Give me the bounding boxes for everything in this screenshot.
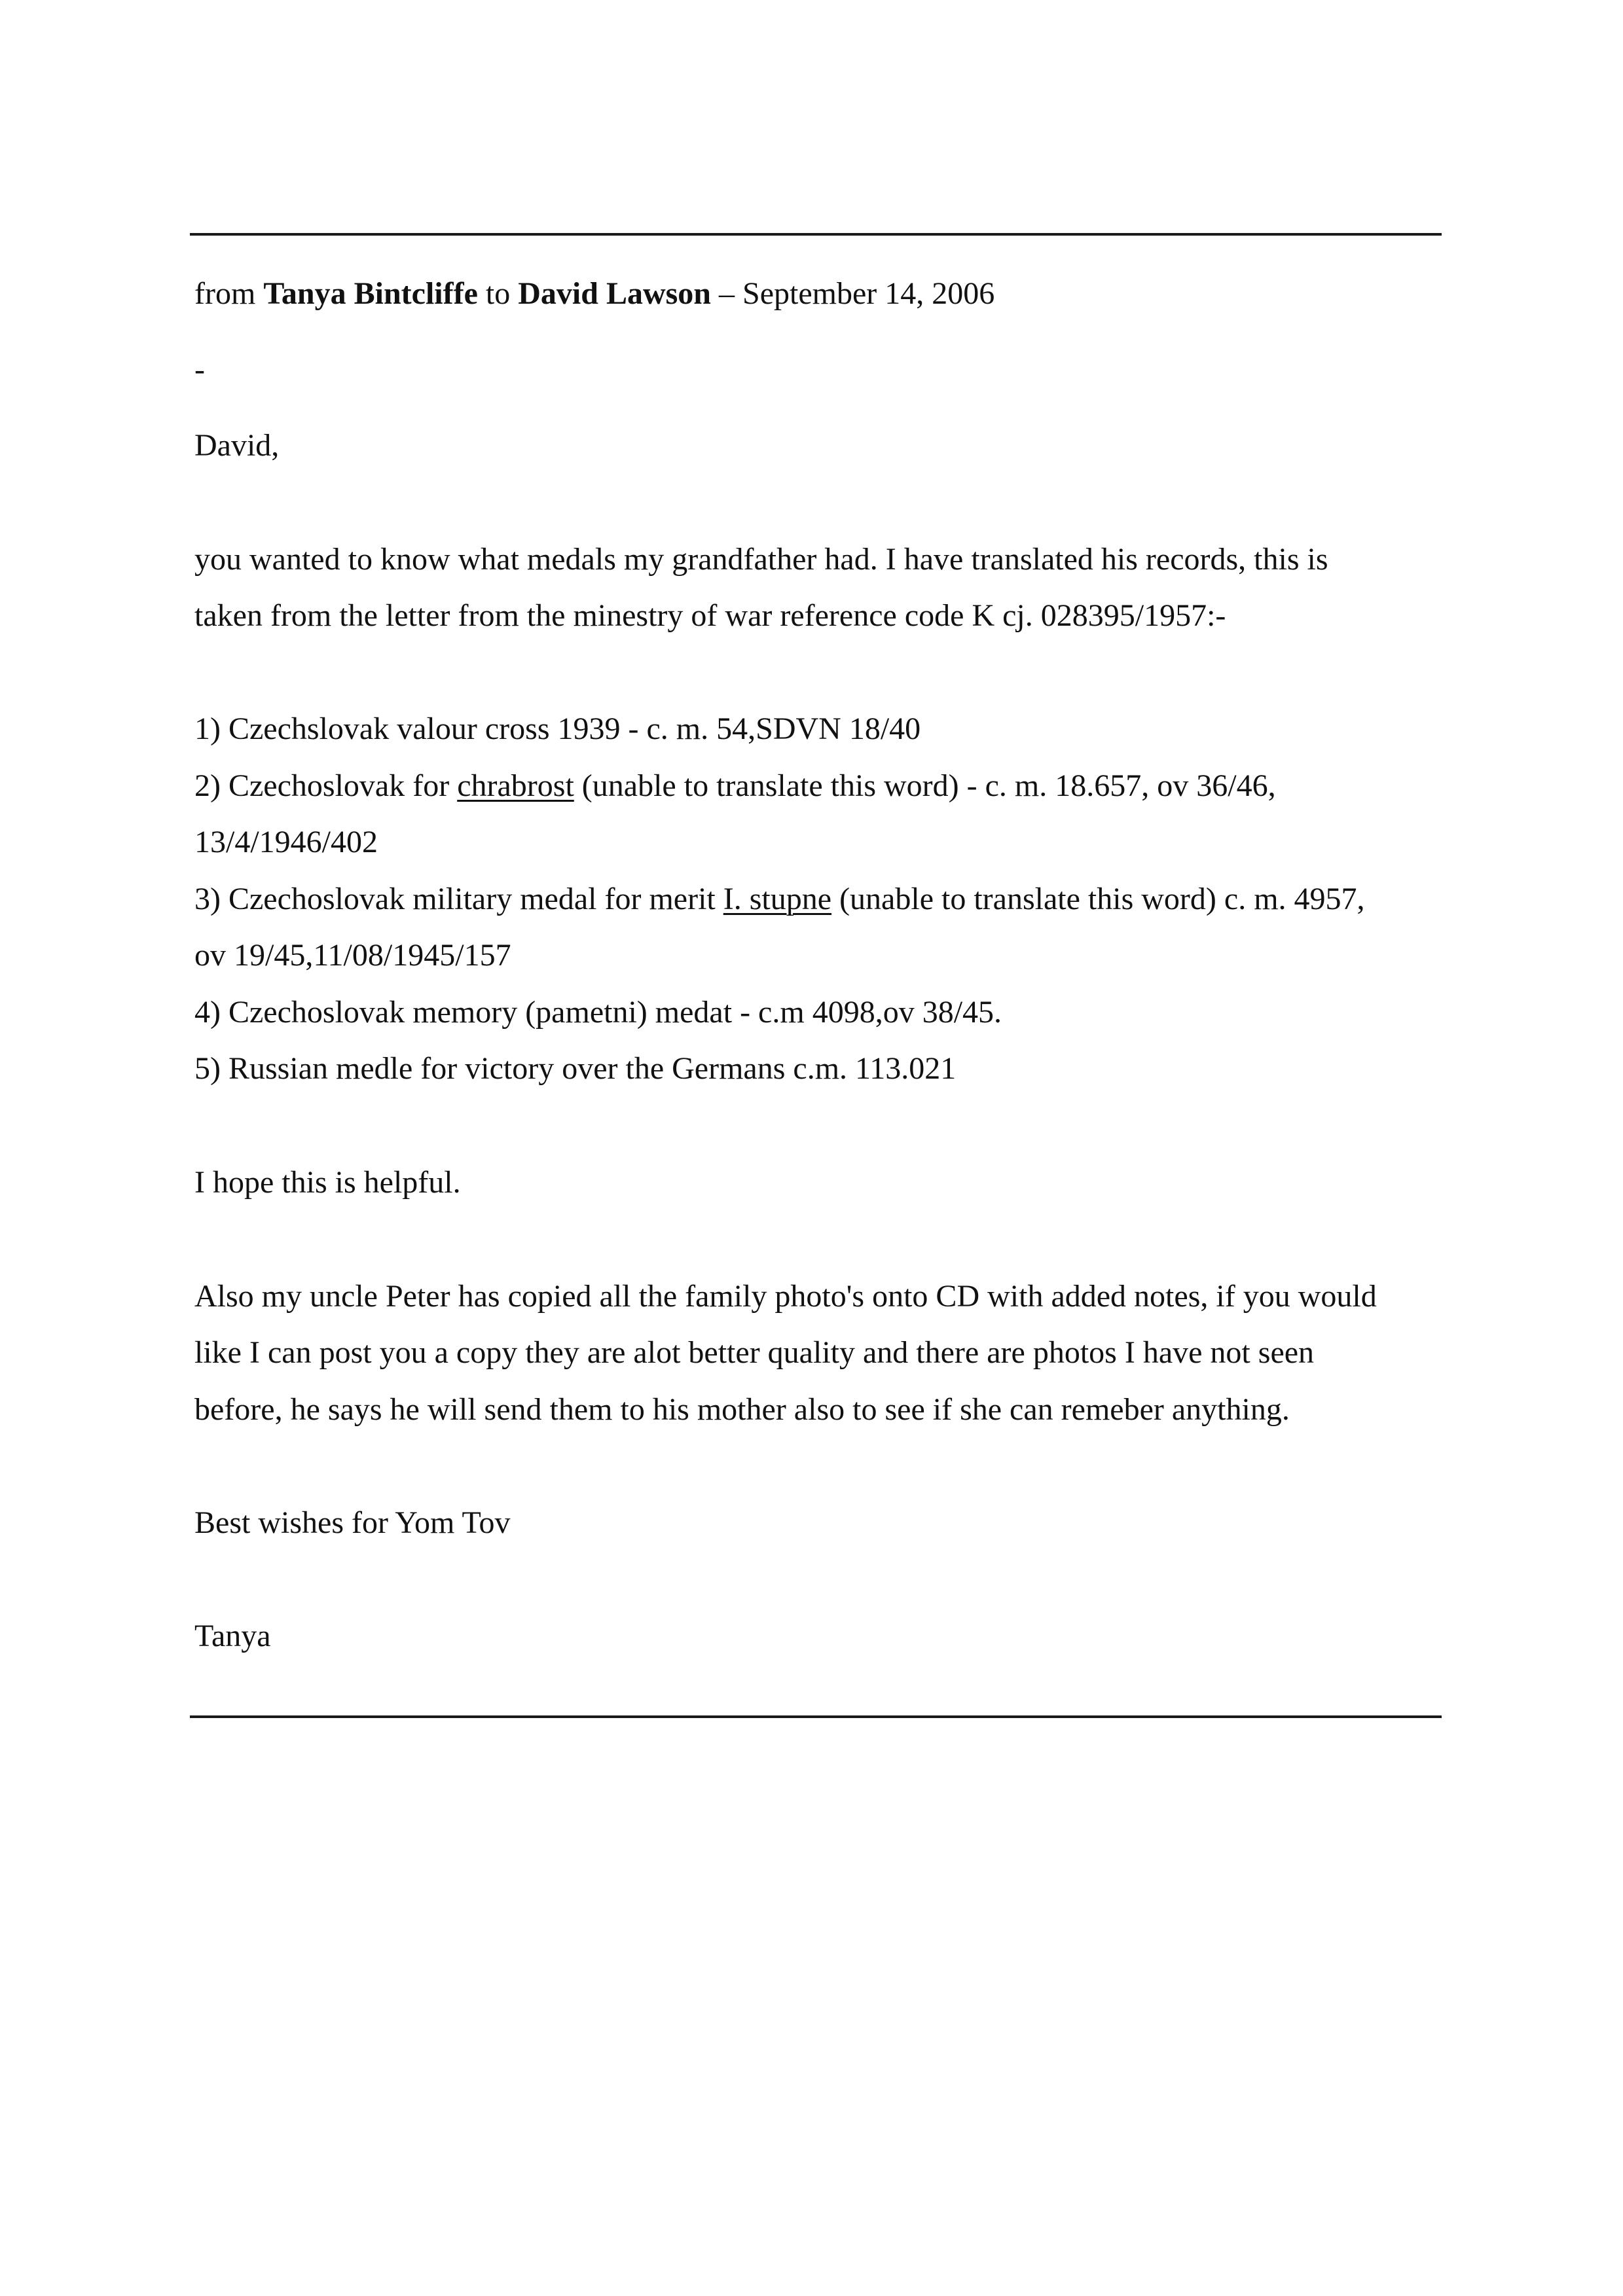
medal-item-5: 5) Russian medle for victory over the Germans c.m. 113.021	[194, 1051, 957, 1086]
medal-item-4: 4) Czechoslovak memory (pametni) medat - c.m 4098,ov 38/45.	[194, 995, 1002, 1030]
medal-3-suffix: (unable to translate this word) c. m. 4957,	[831, 882, 1365, 916]
medal-item-2-continued: 13/4/1946/402	[194, 825, 378, 859]
medal-2-untranslated-word: chrabrost	[457, 768, 574, 803]
medal-item-2	[194, 758, 1276, 814]
greeting: David,	[194, 428, 280, 463]
sender-name: Tanya Bintcliffe	[263, 276, 478, 311]
signature: Tanya	[194, 1619, 271, 1653]
top-divider	[190, 233, 1442, 236]
medal-item-1: 1) Czechslovak valour cross 1939 - c. m. 54,SDVN 18/40	[194, 711, 921, 746]
from-word: from	[194, 276, 256, 311]
uncle-line-1: Also my uncle Peter has copied all the family photo's onto CD with added notes, if you would	[194, 1279, 1377, 1314]
medal-2-suffix: (unable to translate this word) - c. m. 18.657, ov 36/46,	[574, 768, 1276, 803]
medal-3-untranslated-word: I. stupne	[723, 882, 832, 916]
medal-item-3	[194, 871, 1365, 927]
recipient-name: David Lawson	[518, 276, 711, 311]
letter-header	[194, 266, 994, 322]
intro-line-1: you wanted to know what medals my grandfather had. I have translated his records, this is	[194, 542, 1328, 577]
dash-separator: -	[194, 352, 205, 387]
uncle-line-2: like I can post you a copy they are alot better quality and there are photos I have not seen	[194, 1335, 1315, 1370]
bottom-divider	[190, 1715, 1442, 1718]
medal-3-prefix: 3) Czechoslovak military medal for merit	[194, 882, 723, 916]
medal-2-prefix: 2) Czechoslovak for	[194, 768, 458, 803]
letter-date: – September 14, 2006	[719, 276, 995, 311]
intro-line-2: taken from the letter from the minestry of war reference code K cj. 028395/1957:-	[194, 598, 1226, 633]
uncle-line-3: before, he says he will send them to his mother also to see if she can remeber anything.	[194, 1392, 1290, 1427]
hope-line: I hope this is helpful.	[194, 1165, 461, 1200]
medal-item-3-continued: ov 19/45,11/08/1945/157	[194, 938, 511, 973]
closing-line: Best wishes for Yom Tov	[194, 1505, 511, 1540]
to-word: to	[485, 276, 511, 311]
